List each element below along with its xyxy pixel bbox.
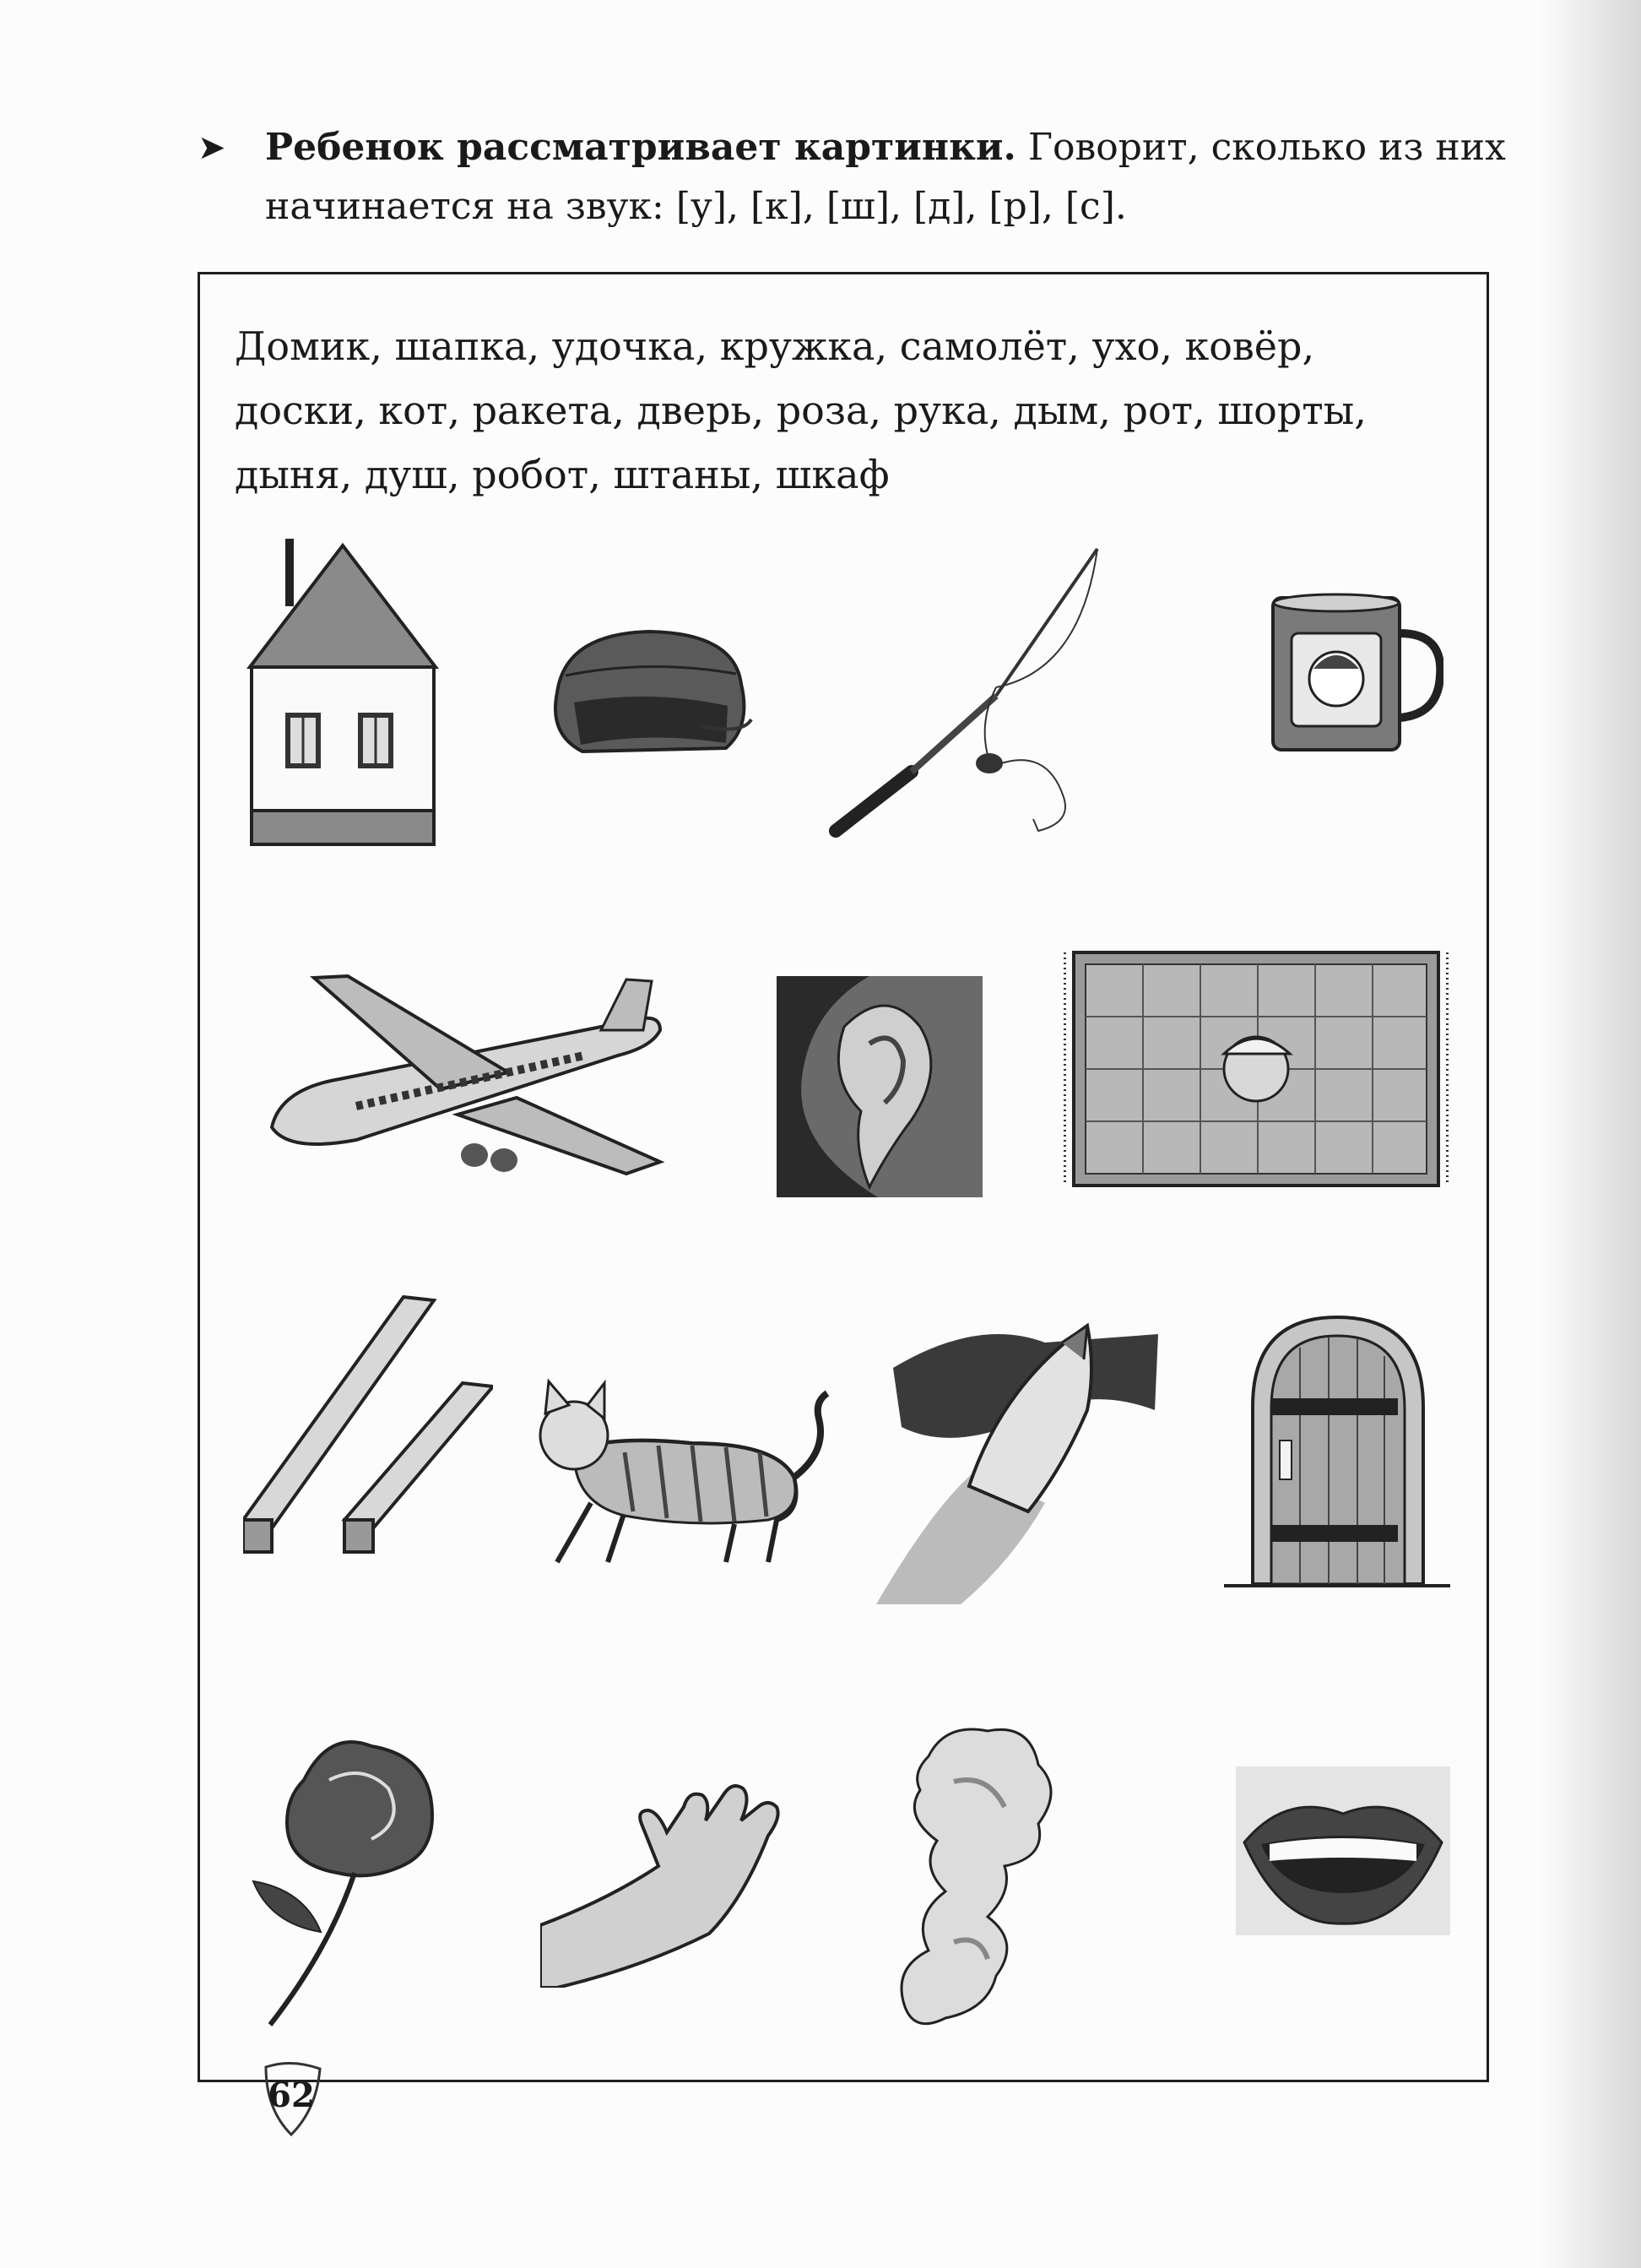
page-edge-shadow [1540,0,1641,2268]
arrow-bullet-icon: ➤ [198,128,226,167]
smoke-picture [895,1723,1064,2047]
cat-picture [523,1368,841,1571]
rocket-picture [876,1317,1158,1604]
boards-icon [243,1297,493,1552]
page-number-badge [257,2059,325,2136]
instruction-bold: Ребенок рассматривает картинки. [265,126,1016,169]
word-list: Домик, шапка, удочка, кружка, самолёт, ухо, ковёр, доски, кот, ракета, дверь, роза, рука, дым, рот, шорты, дыня, душ, робот, штаны, шкаф [235,323,1367,497]
rose-picture [236,1729,447,2028]
ear-icon [777,976,983,1197]
fur-hat-icon [555,632,751,751]
airplane-icon [272,976,660,1174]
smoke-icon [902,1729,1051,2024]
instruction [198,118,1514,236]
house-picture [241,539,444,853]
rocket-icon [876,1326,1158,1604]
carpet-icon [1064,952,1449,1186]
fishing-rod-picture [827,544,1114,848]
cat-icon [540,1381,827,1562]
door-icon [1224,1317,1450,1586]
boards-picture [243,1292,493,1557]
rose-icon [253,1742,432,2025]
instruction-regular: Говорит, сколько из них начинается на звук: [у], [к], [ш], [д], [р], [с]. [265,126,1506,228]
airplane-picture [263,971,677,1182]
ear-picture [777,976,983,1197]
door-picture [1224,1314,1450,1596]
page-number: 62 [268,2075,315,2115]
hat-picture [540,625,760,760]
fishing-rod-icon [836,549,1097,831]
carpet-picture [1064,942,1449,1196]
mug-picture [1266,591,1443,760]
mouth-picture [1236,1766,1450,1935]
mug-icon [1273,594,1440,750]
hand-picture [540,1773,822,1988]
instruction-text [265,118,1514,236]
hand-icon [540,1786,778,1988]
house-icon [250,539,436,844]
mouth-icon [1236,1766,1450,1935]
